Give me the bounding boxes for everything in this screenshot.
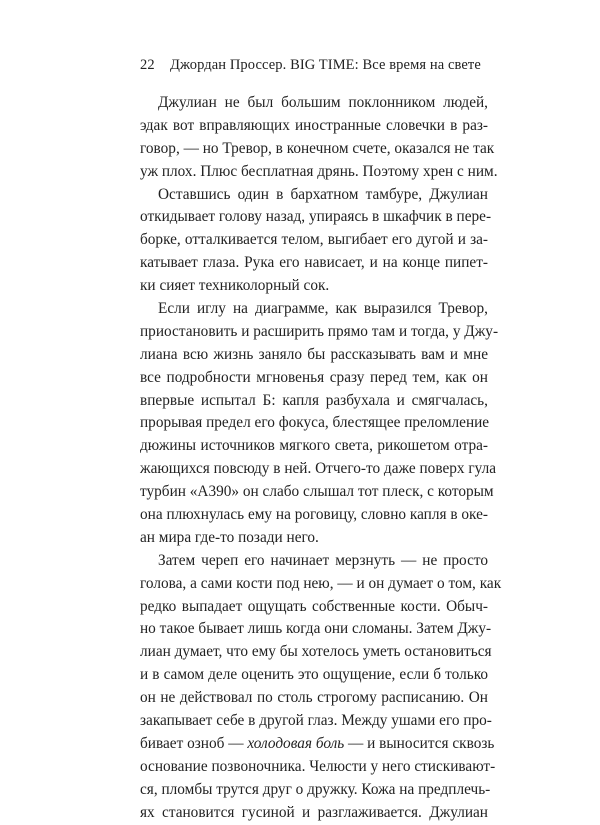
text-run: — и выносится сквозь bbox=[348, 734, 495, 752]
text-line: он не действовал по столь строгому расписанию. Он bbox=[140, 689, 488, 707]
page-number: 22 bbox=[140, 57, 155, 73]
text-line: лиан думает, что ему бы хотелось уметь остановиться bbox=[140, 643, 492, 661]
text-run: бивает озноб — bbox=[140, 734, 244, 752]
text-line: ан мира где-то позади него. bbox=[140, 528, 319, 546]
italic-phrase: холодовая боль bbox=[247, 734, 345, 752]
text-line: все подробности мгновенья сразу перед тем, как он bbox=[140, 368, 488, 386]
text-line: она плюхнулась ему на роговицу, словно капля в оке- bbox=[140, 506, 488, 524]
text-line: голова, а сами кости под нею, — и он думает о том, как bbox=[140, 574, 502, 592]
text-line: впервые испытал Б: капля разбухала и смягчалась, bbox=[140, 391, 488, 409]
text-line: турбин «А390» он слабо слышал тот плеск, с которым bbox=[140, 483, 494, 501]
text-line: Затем череп его начинает мерзнуть — не просто bbox=[158, 551, 488, 569]
text-line: ки сияет техниколорный сок. bbox=[140, 277, 330, 295]
text-line: и в самом деле оценить это ощущение, если б только bbox=[140, 666, 488, 684]
text-line: ся, пломбы трутся друг о дружку. Кожа на предплечь- bbox=[140, 780, 491, 798]
text-line: катывает глаза. Рука его нависает, и на конце пипет- bbox=[140, 254, 488, 272]
text-line: уж плох. Плюс бесплатная дрянь. Поэтому хрен с ним. bbox=[140, 162, 498, 180]
running-title: Джордан Проссер. BIG TIME: Все время на свете bbox=[170, 57, 481, 73]
text-line: Оставшись один в бархатном тамбуре, Джулиан bbox=[158, 185, 488, 203]
text-line: откидывает голову назад, упираясь в шкафчик в пере- bbox=[140, 208, 492, 226]
text-line: жающихся повсюду в ней. Отчего-то даже поверх гула bbox=[140, 460, 497, 478]
text-line: ях становится гусиной и разглаживается. Джулиан bbox=[140, 803, 488, 821]
text-line: редко выпадает ощущать собственные кости. Обыч- bbox=[140, 597, 488, 615]
text-line: лиана всю жизнь заняло бы рассказывать вам и мне bbox=[140, 345, 488, 363]
text-line: но такое бывает лишь когда они сломаны. Затем Джу- bbox=[140, 620, 492, 638]
text-line: говор, — но Тревор, в конечном счете, оказался не так bbox=[140, 139, 495, 157]
text-line: основание позвоночника. Челюсти у него стискивают- bbox=[140, 757, 496, 775]
text-line bbox=[140, 733, 495, 756]
text-line: приостановить и расширить прямо там и тогда, у Джу- bbox=[140, 322, 499, 340]
text-line: эдак вот вправляющих иностранные словечки в раз- bbox=[140, 116, 488, 134]
text-line: Если иглу на диаграмме, как выразился Тревор, bbox=[158, 300, 488, 318]
text-line: Джулиан не был большим поклонником людей, bbox=[158, 94, 488, 111]
text-line: борке, отталкивается телом, выгибает его дугой и за- bbox=[140, 231, 488, 249]
text-line: закапывает себе в другой глаз. Между ушами его про- bbox=[140, 712, 492, 730]
text-line: прорывая предел его фокуса, блестящее преломление bbox=[140, 414, 490, 432]
running-head bbox=[140, 56, 481, 74]
text-line: дюжины источников мягкого света, рикошетом отра- bbox=[140, 437, 488, 455]
body-text bbox=[140, 92, 502, 825]
